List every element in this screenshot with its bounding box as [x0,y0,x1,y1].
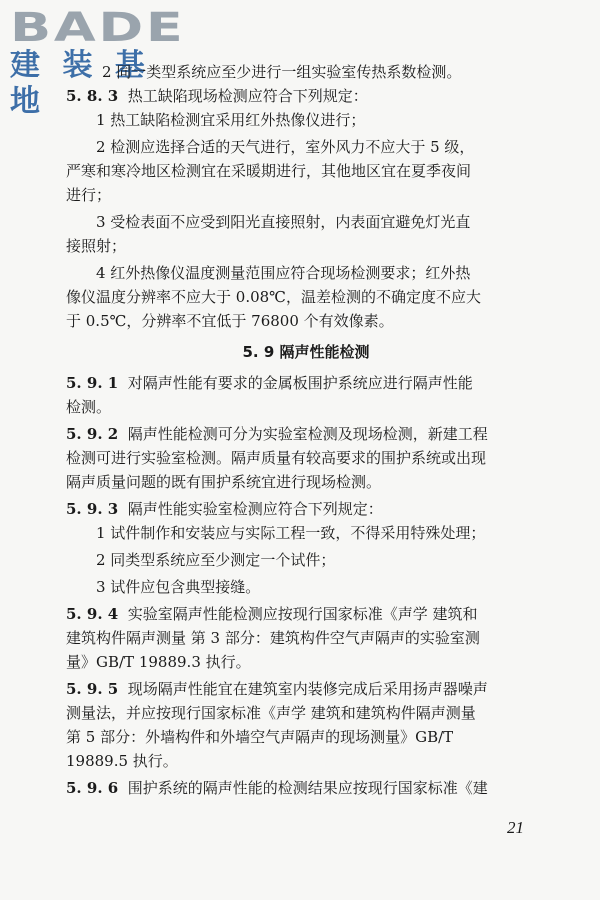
text-line: 2 同类型系统应至少测定一个试件； [96,551,336,569]
clause-5-8-3: 5. 8. 3 热工缺陷现场检测应符合下列规定： [66,87,368,105]
text-line: 2 同一类型系统应至少进行一组实验室传热系数检测。 [102,63,462,81]
watermark-brand: BADE [10,5,186,51]
text-line: 19889.5 执行。 [66,752,178,770]
clause-5-9-5: 5. 9. 5 现场隔声性能宜在建筑室内装修完成后采用扬声器噪声 [66,680,488,698]
clause-5-9-1: 5. 9. 1 对隔声性能有要求的金属板围护系统应进行隔声性能 [66,374,473,392]
clause-5-9-3: 5. 9. 3 隔声性能实验室检测应符合下列规定： [66,500,383,518]
text-line: 3 试件应包含典型接缝。 [96,578,261,596]
text-line: 建筑构件隔声测量 第 3 部分：建筑构件空气声隔声的实验室测 [66,629,480,647]
text-line: 检测。 [66,398,112,416]
clause-5-9-4: 5. 9. 4 实验室隔声性能检测应按现行国家标准《声学 建筑和 [66,605,478,623]
clause-5-9-6: 5. 9. 6 围护系统的隔声性能的检测结果应按现行国家标准《建 [66,779,488,797]
watermark-subtitle: 建 装 基 地 [10,48,151,119]
text-line: 隔声质量问题的既有围护系统宜进行现场检测。 [66,473,382,491]
text-line: 量》GB/T 19889.3 执行。 [66,653,251,671]
text-line: 测量法，并应按现行国家标准《声学 建筑和建筑构件隔声测量 [66,704,476,722]
text-line: 1 热工缺陷检测宜采用红外热像仪进行； [96,111,366,129]
text-line: 像仪温度分辨率不应大于 0.08℃，温差检测的不确定度不应大 [66,288,481,306]
page-number: 21 [507,818,524,837]
clause-5-9-2: 5. 9. 2 隔声性能检测可分为实验室检测及现场检测，新建工程 [66,425,488,443]
text-line: 进行； [66,186,112,204]
text-line: 严寒和寒冷地区检测宜在采暖期进行，其他地区宜在夏季夜间 [66,162,472,180]
text-line: 检测可进行实验室检测。隔声质量有较高要求的围护系统或出现 [66,449,487,467]
document-page [66,60,546,800]
section-heading-5-9: 5. 9 隔声性能检测 [242,343,370,361]
text-line: 接照射； [66,237,127,255]
text-line: 4 红外热像仪温度测量范围应符合现场检测要求；红外热 [96,264,471,282]
text-line: 2 检测应选择合适的天气进行，室外风力不应大于 5 级， [96,138,475,156]
text-line: 于 0.5℃，分辨率不宜低于 76800 个有效像素。 [66,312,394,330]
text-line: 1 试件制作和安装应与实际工程一致，不得采用特殊处理； [96,524,486,542]
text-line: 第 5 部分：外墙构件和外墙空气声隔声的现场测量》GB/T [66,728,454,746]
text-line: 3 受检表面不应受到阳光直接照射，内表面宜避免灯光直 [96,213,471,231]
